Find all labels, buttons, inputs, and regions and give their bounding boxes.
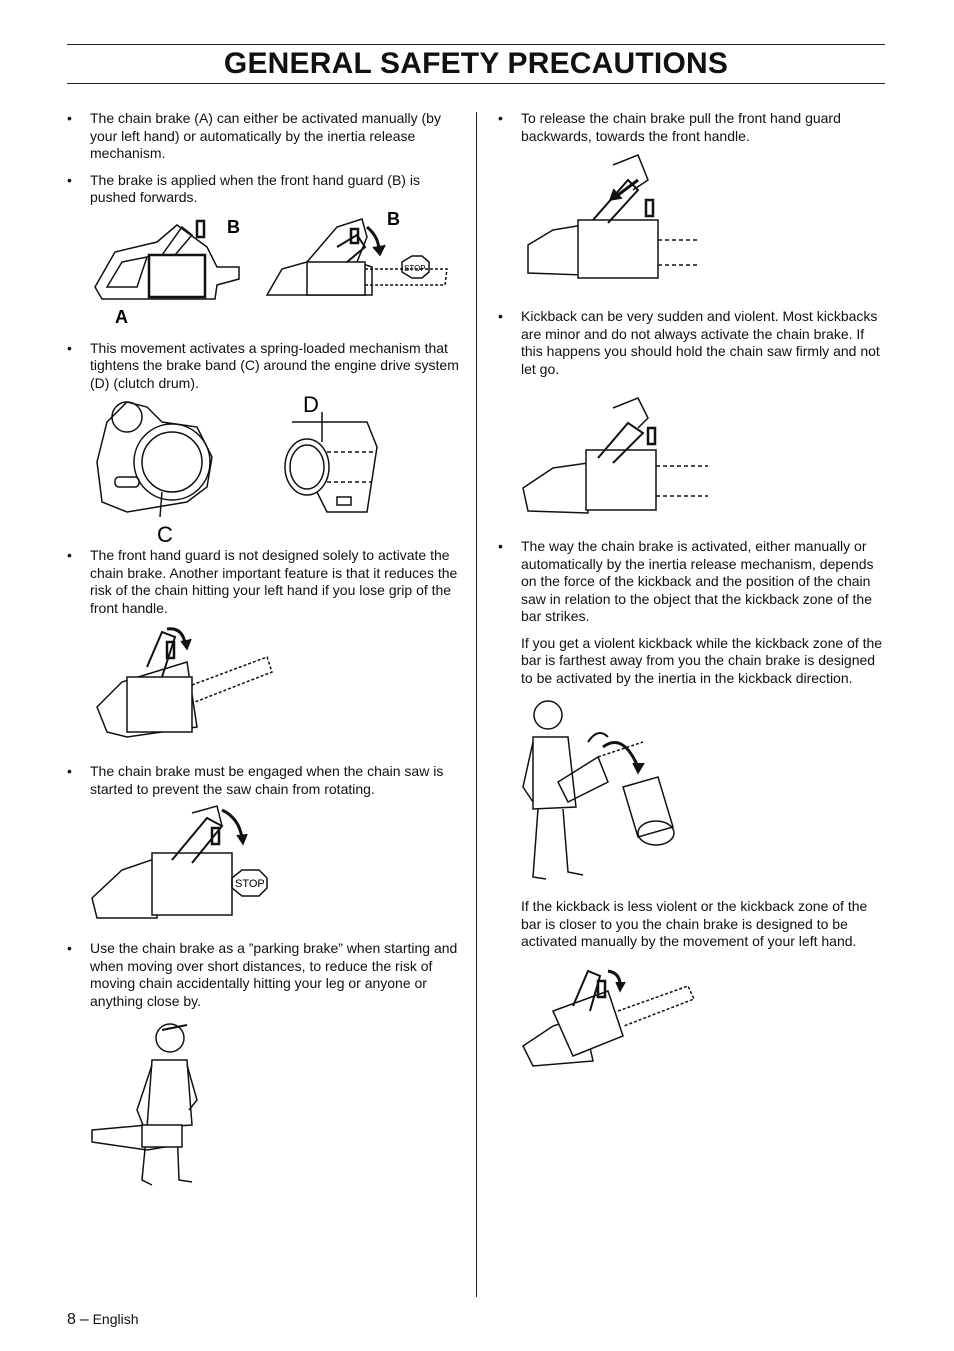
label-a: A [115,306,128,327]
brake-band-illustration [67,392,459,547]
figure-brake-c-d [67,392,459,547]
manual-brake-illustration [498,951,886,1071]
footer-language: English [92,1311,139,1327]
release-brake-illustration [498,145,886,295]
bullet-brake-activation: • The way the chain brake is activated, either manually or automatically by the inertia release mechanism, depends on the force of the kickback and the position of the chain saw in relation to the object that the kickback zone of the bar strikes. [498,538,886,626]
label-d: D [303,392,319,417]
person-carrying-saw-illustration [67,1010,459,1210]
violent-kickback-illustration [498,687,886,895]
figure-parking [67,1010,459,1210]
bullet-kickback-sudden: • Kickback can be very sudden and violent. Most kickbacks are minor and do not always activate the chain brake. If this happens you should hold the chain saw firmly and not let go. [498,308,886,378]
bullet-engaged-start: • The chain brake must be engaged when the chain saw is started to prevent the saw chain from rotating. [67,763,459,798]
figure-kickback-hold [498,378,886,530]
chainsaw-brake-illustration [67,207,459,335]
left-column [67,110,459,1210]
figure-violent-kickback [498,687,886,895]
bullet-parking-brake: • Use the chain brake as a ”parking brake” when starting and when moving over short distances, to reduce the risk of moving chain accidentally hitting your leg or anyone or anything close by. [67,940,459,1010]
page-title: GENERAL SAFETY PRECAUTIONS [223,47,729,80]
bullet-spring-mechanism: • This movement activates a spring-loaded mechanism that tightens the brake band (C) around the engine drive system (D) (clutch drum). [67,340,459,393]
stop-label-2: STOP [235,878,265,890]
para-less-violent: If the kickback is less violent or the kickback zone of the bar is closer to you the chain brake is designed to be activated manually by the movement of your left hand. [521,898,868,949]
engaged-brake-illustration [67,798,459,933]
para-violent-kickback: If you get a violent kickback while the kickback zone of the bar is farthest away from you the chain brake is designed to be activated by the inertia in the kickback direction. [521,634,883,686]
page-number: 8 [67,1311,76,1328]
right-column [498,110,886,1071]
bullet-front-hand-guard: • The front hand guard is not designed solely to activate the chain brake. Another important feature is that it reduces the risk of the chain hitting your left hand if you lose grip of the front handle. [67,547,459,617]
label-b2: B [387,208,400,229]
bullet-brake-applied: • The brake is applied when the front hand guard (B) is pushed forwards. [67,172,459,207]
figure-engaged [67,798,459,933]
page-footer [67,1311,139,1329]
figure-manual-activation [498,951,886,1071]
label-c: C [157,522,173,547]
label-b1: B [227,216,240,237]
hold-saw-illustration [498,378,886,530]
bullet-chain-brake: • The chain brake (A) can either be activated manually (by your left hand) or automatically by the inertia release mechanism. [67,110,459,163]
figure-release [498,145,886,295]
bullet-release-brake: • To release the chain brake pull the front hand guard backwards, towards the front handle. [498,110,886,145]
figure-hand-guard [67,617,459,757]
title-bar [67,44,885,84]
stop-label-1: STOP [404,263,426,273]
page-dash: – [79,1311,89,1328]
figure-brake-a-b [67,207,459,335]
column-divider [476,112,477,1297]
hand-guard-illustration [67,617,459,757]
